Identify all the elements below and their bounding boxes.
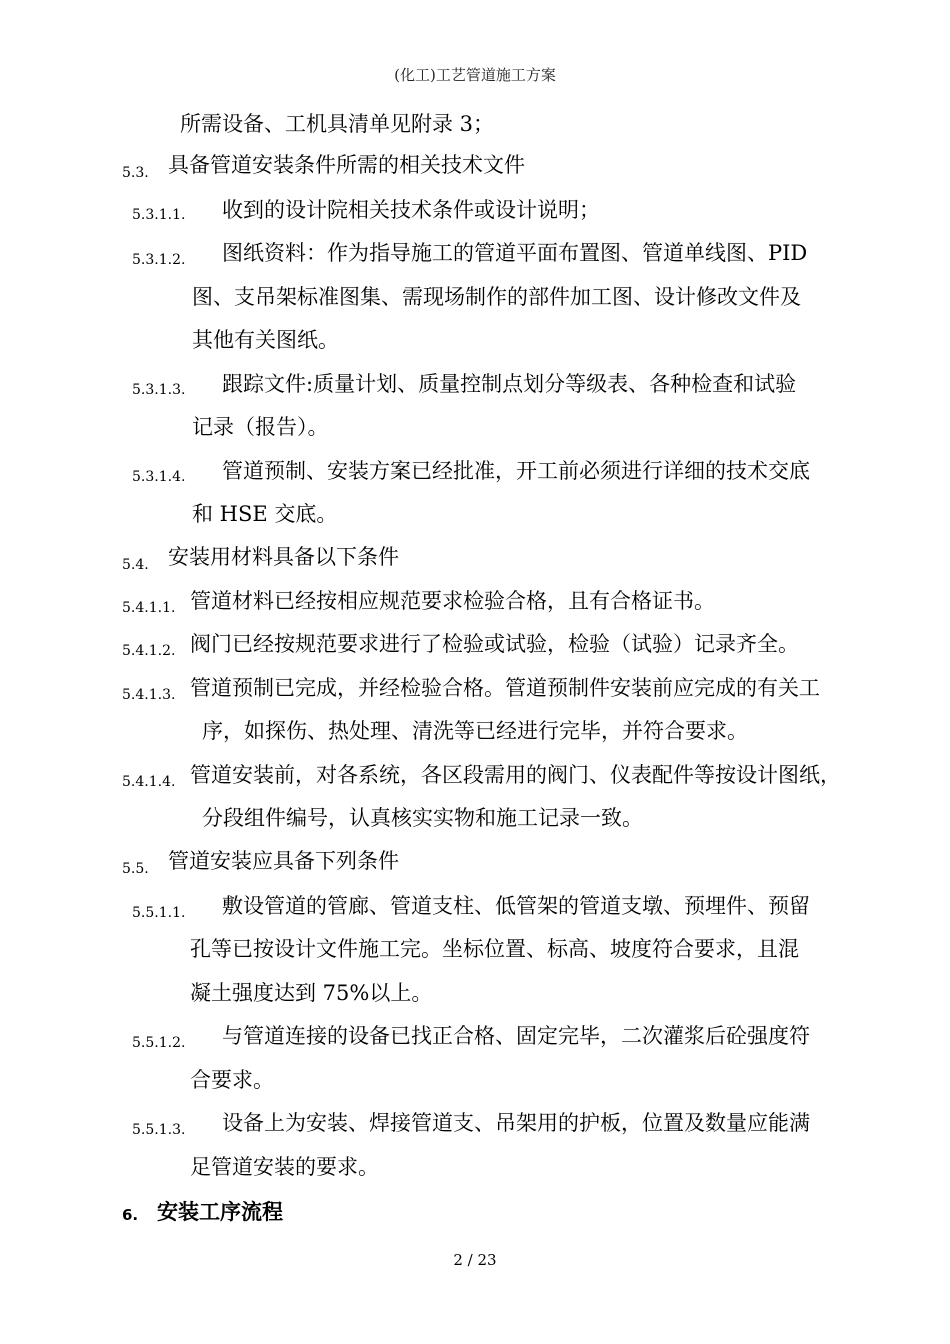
clause-number: 5.5.1.3.	[132, 1122, 186, 1138]
clause-text: 和 HSE 交底。	[192, 502, 338, 526]
clause-text: 图、支吊架标准图集、需现场制作的部件加工图、设计修改文件及	[192, 285, 801, 309]
clause-number: 5.4.1.2.	[122, 643, 176, 659]
clause-text: 图纸资料：作为指导施工的管道平面布置图、管道单线图、PID	[222, 241, 808, 265]
chapter-title: 安装工序流程	[157, 1200, 283, 1224]
intro-text: 所需设备、工机具清单见附录 3；	[180, 112, 495, 136]
clause-number: 5.4.1.4.	[122, 774, 176, 790]
clause-text: 管道预制、安装方案已经批准，开工前必须进行详细的技术交底	[222, 459, 810, 483]
section-number: 5.3.	[122, 165, 149, 181]
clause-text: 序，如探伤、热处理、清洗等已经进行完毕，并符合要求。	[202, 719, 748, 743]
section-title: 安装用材料具备以下条件	[168, 545, 399, 569]
chapter-number: 6.	[122, 1206, 139, 1224]
clause-text: 敷设管道的管廊、管道支柱、低管架的管道支墩、预埋件、预留	[222, 894, 810, 918]
clause-text: 与管道连接的设备已找正合格、固定完毕，二次灌浆后砼强度符	[222, 1024, 810, 1048]
section-title: 管道安装应具备下列条件	[168, 849, 399, 873]
clause-text: 记录（报告）。	[192, 415, 329, 439]
clause-text: 跟踪文件:质量计划、质量控制点划分等级表、各种检查和试验	[222, 372, 797, 396]
clause-text: 管道材料已经按相应规范要求检验合格，且有合格证书。	[190, 589, 715, 613]
clause-text: 孔等已按设计文件施工完。坐标位置、标高、坡度符合要求，且混	[190, 937, 799, 961]
clause-number: 5.5.1.1.	[132, 905, 186, 921]
clause-text: 合要求。	[190, 1068, 274, 1092]
clause-number: 5.3.1.4.	[132, 469, 186, 485]
section-number: 5.4.	[122, 557, 149, 573]
clause-number: 5.4.1.3.	[122, 687, 176, 703]
section-title: 具备管道安装条件所需的相关技术文件	[168, 153, 525, 177]
clause-text: 凝土强度达到 75%以上。	[190, 981, 433, 1005]
clause-text: 管道安装前，对各系统，各区段需用的阀门、仪表配件等按设计图纸，	[190, 763, 841, 787]
clause-number: 5.3.1.3.	[132, 382, 186, 398]
clause-text: 收到的设计院相关技术条件或设计说明；	[222, 198, 600, 222]
clause-number: 5.3.1.2.	[132, 252, 186, 268]
page-number: 2 / 23	[453, 1251, 497, 1269]
clause-text: 阀门已经按规范要求进行了检验或试验，检验（试验）记录齐全。	[190, 632, 799, 656]
section-number: 5.5.	[122, 861, 149, 877]
page-header: (化工)工艺管道施工方案	[394, 66, 556, 84]
clause-number: 5.3.1.1.	[132, 207, 186, 223]
clause-text: 其他有关图纸。	[192, 328, 339, 352]
clause-text: 分段组件编号，认真核实实物和施工记录一致。	[202, 806, 643, 830]
clause-text: 足管道安装的要求。	[190, 1155, 379, 1179]
clause-number: 5.5.1.2.	[132, 1035, 186, 1051]
clause-text: 管道预制已完成，并经检验合格。管道预制件安装前应完成的有关工	[190, 676, 820, 700]
clause-text: 设备上为安装、焊接管道支、吊架用的护板，位置及数量应能满	[222, 1111, 810, 1135]
clause-number: 5.4.1.1.	[122, 600, 176, 616]
